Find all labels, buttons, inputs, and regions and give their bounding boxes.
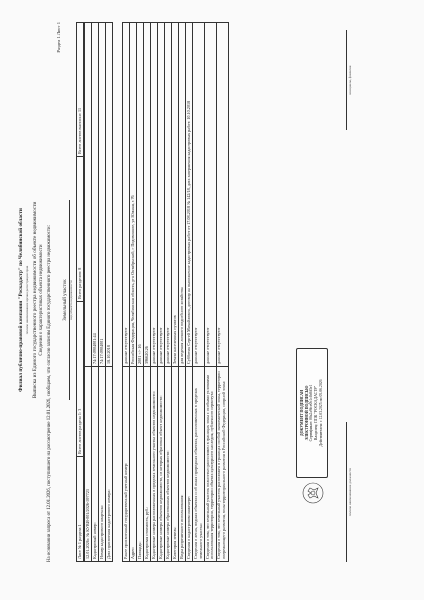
object-type: Земельный участок (63, 200, 70, 400)
row-label: Адрес: (130, 367, 137, 562)
table-row (144, 23, 151, 562)
assigned-date-value: 18.10.2018 (106, 23, 113, 367)
row-label: Сведения о кадастровом инженере: (186, 367, 193, 562)
table-row (158, 23, 165, 562)
table-row (179, 23, 186, 562)
row-value: данные отсутствуют (193, 23, 205, 367)
empty-cell (85, 23, 92, 367)
assigned-date-label: Дата присвоения кадастрового номера: (106, 367, 113, 562)
table-row (205, 23, 217, 562)
row-value: данные отсутствуют (123, 23, 130, 367)
row-label: Кадастровые номера расположенных в пределах земельного участка объектов недвижимости: (151, 367, 158, 562)
row-value: Земли населенных пунктов (172, 23, 179, 367)
sheet-number: Лист № 1 раздела 1 (77, 457, 84, 562)
stamp-line-4: Владелец: ППК "РОСКАДАСТР" (314, 385, 319, 441)
row-label: Ранее присвоенный государственный учетный номер: (123, 367, 130, 562)
stamp-line-2: ЭЛЕКТРОННОЙ ПОДПИСЬЮ (304, 385, 309, 441)
extract-sheets-count: Всего листов выписки: 11 (77, 23, 84, 157)
agency-name: Филиал публично-правовой компании "Роскадастр" по Челябинской области (18, 208, 24, 392)
row-value: 396620.26 (144, 23, 151, 367)
table-row (186, 23, 193, 562)
row-value: данные отсутствуют (151, 23, 158, 367)
stamp-line-5: Действителен: с 12.03.2025 по 05.06.2026 (318, 379, 323, 447)
document-subtitle: Сведения о характеристиках объекта недвижимости (39, 244, 44, 356)
identifier-table (84, 22, 113, 562)
stamp-line-3: Сертификат: 00a2a9fce0b1c8d6f3e1 (309, 384, 314, 442)
request-date-number: 12.01.2026г. № КУВИ-001/2026-597723 (85, 367, 92, 562)
emblem-icon (302, 482, 324, 504)
row-value: данные отсутствуют (165, 23, 172, 367)
row-value: Субботин Сергей Михайлович, договор на выполнение кадастровых работ от 17.08.2018 № 142/18, дата завершения кадастровых работ: 10.10.2018 (186, 23, 193, 367)
row-label: Кадастровые номера объектов недвижимости, из которых образован объект недвижимости: (158, 367, 165, 562)
row-label: Сведения о лесах, водных объектах и об иных природных объектах, расположенных в пределах земельного участка: (193, 367, 205, 562)
sections-count: Всего разделов: 8 (77, 157, 84, 302)
signature-position-caption: полное наименование должности (346, 422, 352, 562)
stamp-line-1: ДОКУМЕНТ ПОДПИСАН (300, 389, 304, 437)
characteristics-table (122, 22, 229, 562)
agency-caption: полное наименование органа регистрации прав (25, 265, 29, 335)
row-value: данные отсутствуют (205, 23, 217, 367)
row-value: данные отсутствуют (158, 23, 165, 367)
row-label: Сведения о том, что земельный участок полностью расположен в границах зоны с особыми условиями использования территории, территории объекта культурного наследия, публичного сервитута: (205, 367, 217, 562)
e-signature-stamp (296, 348, 328, 478)
table-row (193, 23, 205, 562)
table-row (123, 23, 130, 562)
table-row (165, 23, 172, 562)
row-value: Российская Федерация, Челябинская область, р-н Октябрьский, г Подовинное, ул Южная, з 76 (130, 23, 137, 367)
row-label: Кадастровые номера образованных объектов недвижимости: (165, 367, 172, 562)
row-value: для ведения личного подсобного хозяйства (179, 23, 186, 367)
signature-initials-caption: инициалы, фамилия (346, 30, 352, 130)
cadastral-number-value: 74:17:0904001:44 (92, 23, 99, 367)
row-label: Площадь: (137, 367, 144, 562)
table-row (172, 23, 179, 562)
section-sheets-count: Всего листов раздела 1: 3 (77, 302, 84, 457)
table-row (151, 23, 158, 562)
table-row (137, 23, 144, 562)
row-label: Категория земель: (172, 367, 179, 562)
request-line: На основании запроса от 12.01.2026, поступившего на рассмотрение 12.01.2026, сообщаем, что согласно записям Единого государственного реестра недвижимости: (47, 225, 52, 562)
object-type-caption: вид объекта недвижимости (69, 280, 73, 320)
quarter-number-label: Номер кадастрового квартала: (99, 367, 106, 562)
table-row (130, 23, 137, 562)
row-value: данные отсутствуют (216, 23, 228, 367)
row-label: Виды разрешенного использования: (179, 367, 186, 562)
table-row (216, 23, 228, 562)
row-label: Кадастровая стоимость, руб.: (144, 367, 151, 562)
document-title: Выписка из Единого государственного реестра недвижимости об объекте недвижимости (32, 201, 38, 399)
row-label: Сведения о том, что земельный участок расположен в границах особой экономической зоны, территории опережающего развития, зоны территориального развития в Российской Федерации, игорной зоны: (216, 367, 228, 562)
section-label: Раздел 1 Лист 1 (56, 22, 61, 53)
quarter-number-value: 74:17:0904001 (99, 23, 106, 367)
sheet-info-table (76, 22, 84, 562)
row-value: 2001 +/- 16 (137, 23, 144, 367)
cadastral-number-label: Кадастровый номер: (92, 367, 99, 562)
